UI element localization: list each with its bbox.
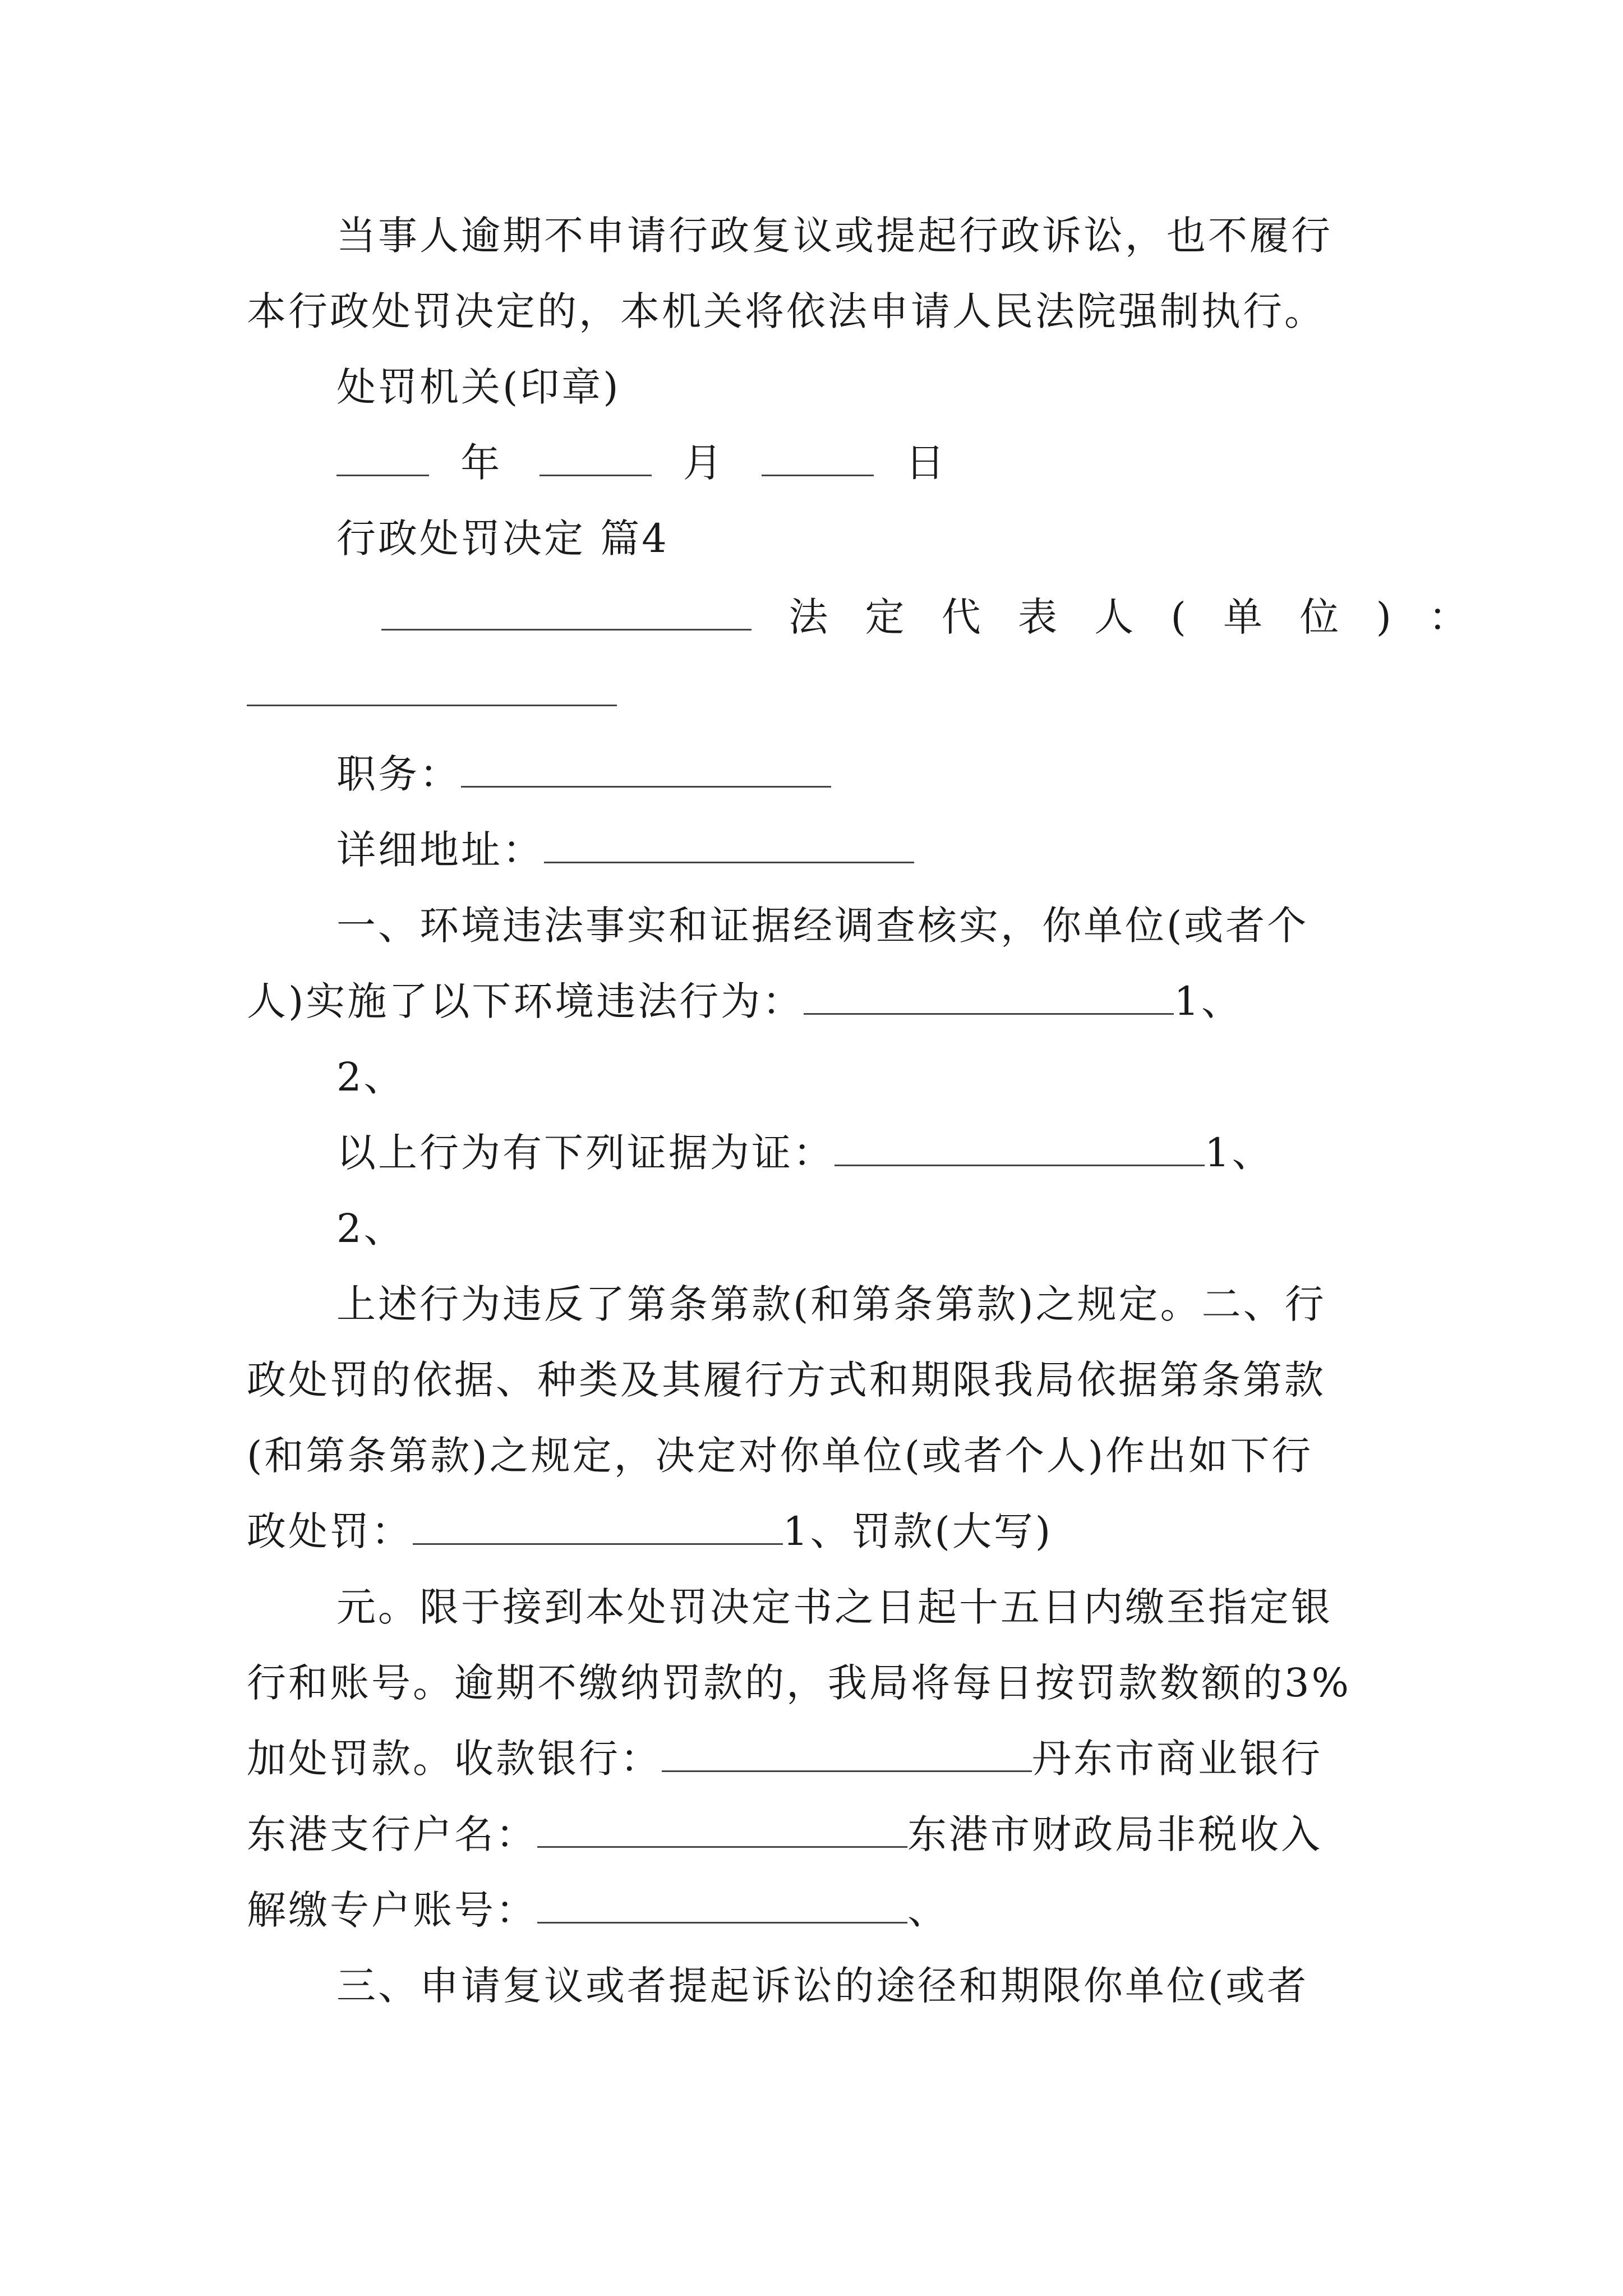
violation-label: 人)实施了以下环境违法行为： bbox=[247, 978, 804, 1024]
legal-rep-blank-line bbox=[247, 665, 617, 721]
paragraph-line: 上述行为违反了第条第款(和第条第款)之规定。二、行 bbox=[336, 1281, 1326, 1327]
month-blank bbox=[540, 441, 652, 476]
account-number-blank bbox=[537, 1888, 907, 1924]
evidence-label: 以上行为有下列证据为证： bbox=[336, 1130, 834, 1176]
day-label: 日 bbox=[905, 440, 947, 486]
paragraph-line: (和第条第款)之规定，决定对你单位(或者个人)作出如下行 bbox=[247, 1433, 1313, 1479]
evidence-blank bbox=[834, 1131, 1205, 1166]
paragraph-line: 政处罚的依据、种类及其履行方式和期限我局依据第条第款 bbox=[247, 1357, 1326, 1403]
fine-label: 1、罚款(大写) bbox=[783, 1508, 1053, 1554]
year-label: 年 bbox=[460, 440, 502, 486]
paragraph-line bbox=[247, 1806, 1322, 1862]
violation-blank bbox=[804, 979, 1174, 1015]
account-name: 东港市财政局非税收入 bbox=[907, 1811, 1322, 1857]
unit-blank bbox=[381, 595, 751, 631]
paragraph-line: 行和账号。逾期不缴纳罚款的，我局将每日按罚款数额的3% bbox=[247, 1660, 1352, 1706]
legal-rep-line bbox=[381, 589, 1480, 645]
bank-blank bbox=[662, 1737, 1032, 1772]
seal-line: 处罚机关(印章) bbox=[336, 364, 621, 410]
position-line bbox=[336, 746, 831, 802]
account-name-label: 东港支行户名： bbox=[247, 1811, 537, 1857]
evidence-line bbox=[336, 1125, 1274, 1181]
day-blank bbox=[762, 441, 874, 476]
account-name-blank bbox=[537, 1812, 907, 1848]
paragraph-line: 元。限于接到本处罚决定书之日起十五日内缴至指定银 bbox=[336, 1584, 1332, 1630]
year-blank bbox=[336, 441, 429, 476]
item-number: 1、 bbox=[1174, 978, 1243, 1024]
paragraph-line bbox=[247, 973, 1243, 1029]
list-separator: 、 bbox=[907, 1887, 949, 1933]
paragraph-line bbox=[247, 1882, 949, 1938]
account-number-label: 解缴专户账号： bbox=[247, 1887, 537, 1933]
item-number: 2、 bbox=[336, 1205, 405, 1251]
paragraph-line bbox=[247, 1503, 1053, 1559]
address-line bbox=[336, 822, 914, 878]
month-label: 月 bbox=[683, 440, 725, 486]
position-blank bbox=[461, 752, 831, 788]
paragraph-line bbox=[247, 1731, 1322, 1787]
paragraph-line: 三、申请复议或者提起诉讼的途径和期限你单位(或者 bbox=[336, 1963, 1309, 2009]
penalty-blank bbox=[413, 1510, 783, 1545]
address-label: 详细地址： bbox=[336, 827, 544, 873]
legal-rep-label: 法 定 代 表 人 ( 单 位 ) ： bbox=[789, 594, 1481, 640]
item-number: 2、 bbox=[336, 1054, 405, 1100]
item-number: 1、 bbox=[1205, 1130, 1274, 1176]
section-title: 行政处罚决定 篇4 bbox=[336, 516, 669, 562]
paragraph-line: 当事人逾期不申请行政复议或提起行政诉讼，也不履行 bbox=[336, 213, 1332, 259]
bank-label: 加处罚款。收款银行： bbox=[247, 1736, 662, 1782]
date-line bbox=[336, 435, 947, 491]
position-label: 职务： bbox=[336, 751, 461, 797]
address-blank bbox=[544, 828, 914, 863]
legal-rep-blank bbox=[247, 671, 617, 706]
bank-name: 丹东市商业银行 bbox=[1032, 1736, 1322, 1782]
paragraph-line: 一、环境违法事实和证据经调查核实，你单位(或者个 bbox=[336, 903, 1309, 949]
penalty-label: 政处罚： bbox=[247, 1508, 413, 1554]
paragraph-line: 本行政处罚决定的，本机关将依法申请人民法院强制执行。 bbox=[247, 288, 1326, 334]
